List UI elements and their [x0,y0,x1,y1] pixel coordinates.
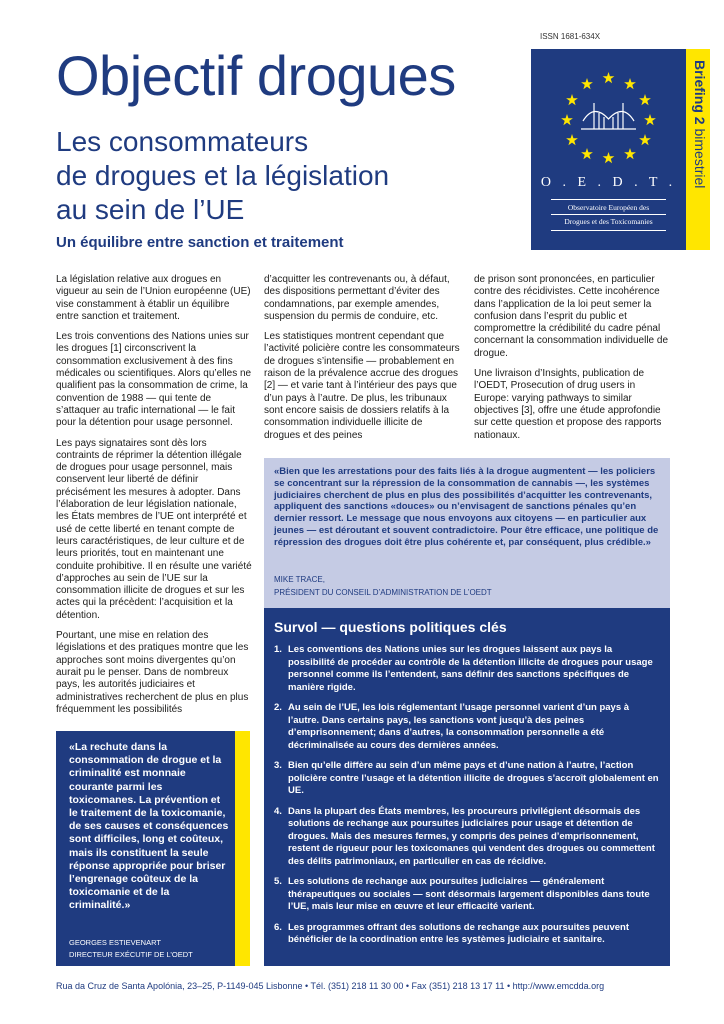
quote-text: «La rechute dans la consommation de drogue et la criminalité est monnaie courante parmi les toxicomanes. La prévention et le traitement de la toxicomanie, de ses causes et conséquences sont difficiles, long et coûteux, mais ils constituent la seule réponse appropriée pour briser l’engrenage coûteux de la toxicomanie et de la criminalité.» [69,741,229,912]
oedt-logo [531,49,686,250]
list-item [270,806,660,869]
quote-author-role: PRÉSIDENT DU CONSEIL D’ADMINISTRATION DE L’OEDT [274,588,492,597]
item-number: 3. [274,760,282,771]
paragraph: Les statistiques montrent cependant que l’activité policière contre les consommateurs de drogues s’intensifie — probablement en raison de la prévalence accrue des drogues [2] — et varie tant à l’intérieur des pays que d’un pays à l’autre. De plus, les tribunaux sont encore saisis de dossiers relatifs à la consommation individuelle illicite de drogues et des peines [264,331,460,441]
page-title: Objectif drogues [56,44,456,107]
paragraph: Les trois conventions des Nations unies sur les drogues [1] circonscrivent la consommation exclusivement à des fins médicales ou scientifiques. Alors qu’elles ne qualifient pas la consommation de crime, la convention de 1988 — qui tente de s’attaquer au trafic international — le fait pour la détention pour usage personnel. [56,331,252,429]
list-item [270,760,660,798]
item-number: 4. [274,805,282,817]
quote-author: MIKE TRACE, [274,575,325,584]
item-text: Les solutions de rechange aux poursuites judiciaires — généralement thérapeutiques ou sociales — sont désormais largement disponibles dans toute l’UE, mais leur mise en œuvre et leur efficacité varient. [288,876,650,912]
overview-title: Survol — questions politiques clés [274,619,507,635]
text-column-2 [264,274,460,450]
paragraph: Les pays signataires sont dès lors contraints de réprimer la détention illégale de drogues pour usage personnel, mais conservent leur liberté de définir précisément les mesures à adopter. Dans l’élaboration de leur législation nationale, les États membres de l’UE ont interprété et usé de cette liberté en tenant compte de leurs caractéristiques, de leur culture et de leurs priorités, tout en maintenant une conduite prohibitive. Il en résulte une variété d’approches au sein de l’UE sur la consommation illicite de drogues et sur les actes qui la précèdent: l’acquisition et la détention. [56,437,252,621]
accent-bar [235,731,250,966]
overview-list [270,644,660,955]
item-number: 6. [274,921,282,933]
subheading: Un équilibre entre sanction et traitement [56,234,344,251]
logo-divider [551,214,666,215]
item-text: Les programmes offrant des solutions de rechange aux poursuites peuvent bénéficier de la coordination entre les systèmes judiciaire et sanitaire. [288,921,630,945]
paragraph: d’acquitter les contrevenants ou, à défaut, des dispositions permettant d’éviter des condamnations, par exemple amendes, suspension du permis de conduire, etc. [264,274,450,322]
item-text: Les conventions des Nations unies sur les drogues laissent aux pays la possibilité de procéder au contrôle de la détention illicite de drogues pour usage personnel comme ils l’entendent, sans définir des sanctions spécifiques de manière rigide. [288,644,653,693]
footer-contact: Rua da Cruz de Santa Apolónia, 23–25, P-1149-045 Lisbonne • Tél. (351) 218 11 30 00 • Fax (351) 218 13 17 11 • http://www.emcdda.org [56,981,605,991]
quote-author: GEORGES ESTIEVENART [69,938,161,947]
paragraph: de prison sont prononcées, en particulier contre des récidivistes. Cette incohérence dans l’application de la loi peut semer la confusion dans l’esprit du public et compromettre la crédibilité du cadre pénal concernant la consommation individuelle de drogue. [474,274,669,359]
subtitle-line: au sein de l’UE [56,194,245,225]
subtitle-line: de drogues et la législation [56,160,390,191]
briefing-number: Briefing 2 [692,60,708,125]
text-column-1 [56,274,252,724]
pull-quote-estievenart [56,731,250,966]
pull-quote-trace [264,458,670,608]
briefing-label [688,60,708,250]
paragraph: La législation relative aux drogues en vigueur au sein de l’Union européenne (UE) vise constamment à établir un équilibre entre sanction et traitement. [56,274,251,322]
item-number: 2. [274,702,282,713]
list-item [270,644,660,694]
item-number: 1. [274,644,282,655]
paragraph: Pourtant, une mise en relation des législations et des pratiques montre que les approches sont moins divergentes qu’on aurait pu le penser. Dans de nombreux pays, les autorités judiciaires et administratives recherchent de plus en plus fréquemment les possibilités [56,630,249,715]
logo-divider [551,230,666,231]
issn-number: ISSN 1681-634X [540,32,601,41]
list-item [270,876,660,914]
logo-divider [551,199,666,200]
logo-acronym: O . E . D . T . [540,175,677,190]
page-subtitle [56,125,456,227]
logo-name-line: Observatoire Européen des [567,203,650,212]
item-text: Dans la plupart des États membres, les procureurs privilégient désormais des solutions de rechange aux poursuites judiciaires pour usage et détention de drogues. Mais des mesures fermes, y compris des peines d’emprisonnement, restent de rigueur pour les toxicomanes qui vendent des drogues ou commettent des délits patrimoniaux, en particulier en cas de récidive. [288,805,655,867]
list-item [270,702,660,752]
subtitle-line: Les consommateurs [56,126,309,157]
text-column-3 [474,274,670,450]
eu-stars-bridge-icon [561,69,656,164]
briefing-frequency: bimestriel [692,124,708,189]
paragraph: Une livraison d’Insights, publication de l’OEDT, Prosecution of drug users in Europe: varying pathways to similar objectives [3], offre une étude approfondie sur cette question et propose des rapports nationaux. [474,368,662,441]
list-item [270,922,660,947]
item-text: Bien qu’elle diffère au sein d’un même pays et d’une nation à l’autre, l’action policière contre l’usage et la détention illicite de drogues s’accroît globalement en UE. [288,760,659,796]
policy-overview-box [264,608,670,966]
logo-name-line: Drogues et des Toxicomanies [564,217,653,226]
item-number: 5. [274,876,282,887]
quote-text: «Bien que les arrestations pour des faits liés à la drogue augmentent — les policiers se concentrant sur la répression de la consommation de cannabis —, les systèmes judiciaires cherchent de plus en plus des possibilités d’acquitter les contrevenants, appliquent des sanctions «douces» ou n’envisagent de sanctions pénales qu’en dernier ressort. Le message que nous envoyons aux citoyens — en particulier aux jeunes — est déroutant et souvent contradictoire. Pour être efficace, une politique de répression des drogues doit être plus cohérente et, par conséquent, plus crédible.» [274,466,659,548]
item-text: Au sein de l’UE, les lois réglementant l’usage personnel varient d’un pays à l’autre. Dans certains pays, les sanctions vont jusqu’à des peines d’emprisonnement; dans d’autres, la consommation personnelle a été décriminalisée au cours des dernières années. [288,702,630,751]
quote-author-role: DIRECTEUR EXÉCUTIF DE L’OEDT [69,950,193,959]
